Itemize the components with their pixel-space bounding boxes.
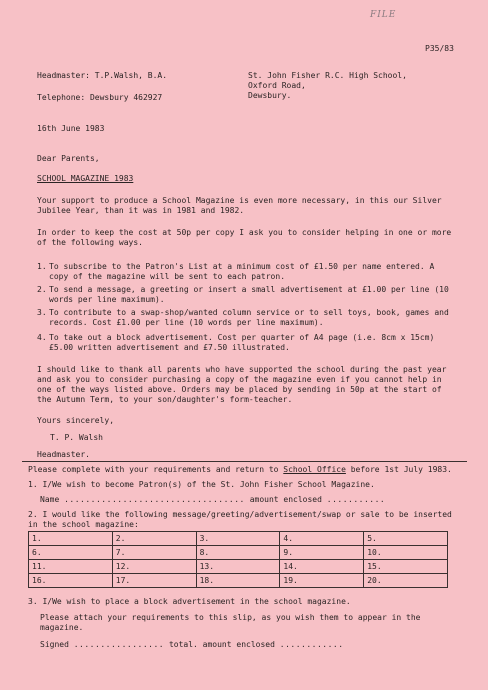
list-item-number: 4.: [37, 333, 47, 342]
salutation: Dear Parents,: [37, 154, 100, 163]
grid-cell[interactable]: 11.: [29, 560, 113, 574]
list-item-number: 1.: [37, 262, 47, 271]
grid-cell[interactable]: 9.: [280, 546, 364, 560]
intro-paragraph: Your support to produce a School Magazine is even more necessary, in this our Silver Jubilee Year, than it was in 1981 and 1982.: [37, 196, 442, 215]
list-item-text: To take out a block advertisement. Cost per quarter of A4 page (i.e. 8cm x 15cm) £5.00 written advertisement and £7.50 illustrated.: [49, 333, 435, 352]
grid-cell[interactable]: 17.: [112, 574, 196, 588]
tear-off-divider: [22, 461, 467, 462]
headmaster-line: Headmaster: T.P.Walsh, B.A.: [37, 71, 168, 80]
telephone-line: Telephone: Dewsbury 462927: [37, 93, 163, 102]
sign-off: Yours sincerely,: [37, 416, 115, 425]
signatory-title: Headmaster.: [37, 450, 90, 459]
name-label: Name: [40, 495, 60, 504]
grid-row: [29, 546, 448, 560]
grid-cell[interactable]: 18.: [196, 574, 280, 588]
list-item-number: 2.: [37, 285, 47, 294]
signature-line: [40, 640, 344, 650]
grid-cell[interactable]: 8.: [196, 546, 280, 560]
list-item: [37, 262, 457, 282]
signed-label: Signed: [40, 640, 69, 649]
letter-date: 16th June 1983: [37, 124, 105, 133]
grid-cell[interactable]: 6.: [29, 546, 113, 560]
grid-row: [29, 574, 448, 588]
address-line-3: Dewsbury.: [248, 91, 292, 100]
grid-cell[interactable]: 20.: [364, 574, 448, 588]
subject-heading: SCHOOL MAGAZINE 1983: [37, 174, 134, 183]
instruction-text: Please complete with your requirements and return to: [28, 465, 284, 474]
signatory-name: T. P. Walsh: [50, 433, 103, 442]
attach-instruction: Please attach your requirements to this slip, as you wish them to appear in the magazine.: [40, 613, 421, 632]
ways-paragraph: In order to keep the cost at 50p per copy I ask you to consider helping in one or more of the following ways.: [37, 228, 452, 247]
school-office-label: School Office: [283, 465, 346, 474]
address-line-2: Oxford Road,: [248, 81, 306, 90]
grid-cell[interactable]: 4.: [280, 532, 364, 546]
grid-cell[interactable]: 10.: [364, 546, 448, 560]
grid-cell[interactable]: 5.: [364, 532, 448, 546]
grid-cell[interactable]: 7.: [112, 546, 196, 560]
grid-cell[interactable]: 16.: [29, 574, 113, 588]
grid-cell[interactable]: 15.: [364, 560, 448, 574]
amount-field[interactable]: ...........: [326, 495, 386, 504]
list-item: [37, 285, 457, 305]
grid-row: [29, 532, 448, 546]
file-note: FILE: [370, 10, 397, 20]
message-grid: [28, 531, 448, 588]
list-item-number: 3.: [37, 308, 47, 317]
name-field[interactable]: ..................................: [64, 495, 245, 504]
grid-cell[interactable]: 19.: [280, 574, 364, 588]
total-label: total. amount enclosed: [168, 640, 275, 649]
instruction-deadline: before 1st July 1983.: [345, 465, 452, 474]
patron-name-line: [40, 495, 385, 505]
block-ad-option: 3. I/We wish to place a block advertisement in the school magazine.: [28, 597, 351, 606]
total-amount-field[interactable]: ............: [279, 640, 344, 649]
reference-number: P35/83: [425, 44, 454, 53]
grid-row: [29, 560, 448, 574]
list-item: [37, 333, 457, 353]
list-item-text: To send a message, a greeting or insert a small advertisement at £1.00 per line (10 words per line maximum).: [49, 285, 449, 304]
patron-option: 1. I/We wish to become Patron(s) of the St. John Fisher School Magazine.: [28, 480, 375, 489]
amount-label: amount enclosed: [249, 495, 322, 504]
address-line-1: St. John Fisher R.C. High School,: [248, 71, 407, 80]
list-item: [37, 308, 457, 328]
grid-cell[interactable]: 2.: [112, 532, 196, 546]
thanks-paragraph: I should like to thank all parents who have supported the school during the past year and ask you to consider purchasing a copy of the magazine even if you cannot help in one of the ways listed above. Orders may be placed by sending in 50p at the start of the Autumn Term, to your son/daughter's form-teacher.: [37, 365, 447, 404]
list-item-text: To contribute to a swap-shop/wanted column service or to sell toys, book, games and records. Cost £1.00 per line (10 words per line maximum).: [49, 308, 449, 327]
message-option: 2. I would like the following message/greeting/advertisement/swap or sale to be inserted in the school magazine:: [28, 510, 452, 529]
slip-instruction: [28, 465, 452, 475]
grid-cell[interactable]: 1.: [29, 532, 113, 546]
grid-cell[interactable]: 12.: [112, 560, 196, 574]
grid-cell[interactable]: 14.: [280, 560, 364, 574]
grid-cell[interactable]: 3.: [196, 532, 280, 546]
grid-cell[interactable]: 13.: [196, 560, 280, 574]
signature-field[interactable]: .................: [73, 640, 165, 649]
list-item-text: To subscribe to the Patron's List at a minimum cost of £1.50 per name entered. A copy of the magazine will be sent to each patron.: [49, 262, 435, 281]
